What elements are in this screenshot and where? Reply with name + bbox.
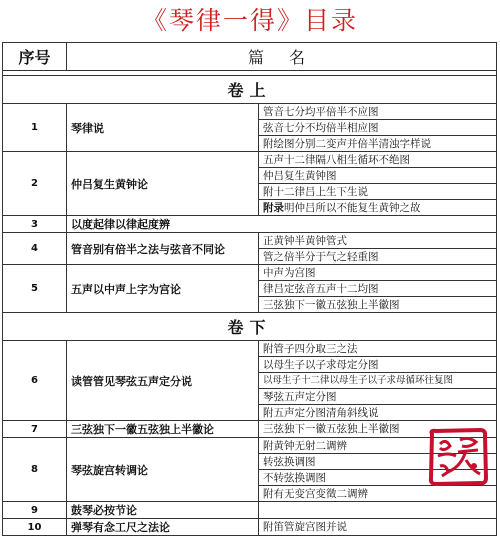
chapter-no: 10 <box>3 519 67 536</box>
sub-item: 三弦独下一徽五弦独上半徽图 <box>259 297 497 313</box>
table-row <box>3 265 497 281</box>
volume-lower-row <box>3 313 497 341</box>
table-row <box>3 104 497 120</box>
sub-item: 附十二律吕上生下生说 <box>259 184 497 200</box>
sub-item: 附黄钟无射二调辨 <box>259 438 497 454</box>
sub-item <box>259 200 497 216</box>
sub-item: 仲吕复生黄钟图 <box>259 168 497 184</box>
chapter-no: 1 <box>3 104 67 152</box>
chapter-no: 8 <box>3 438 67 502</box>
sub-item: 管音七分均平倍半不应图 <box>259 104 497 120</box>
chapter-name: 鼓琴必按节论 <box>67 502 259 519</box>
chapter-name: 琴弦旋宫转调论 <box>67 438 259 502</box>
sub-item: 琴弦五声定分图 <box>259 389 497 405</box>
sub-item: 三弦独下一徽五弦独上半徽图 <box>259 421 497 438</box>
table-row <box>3 341 497 357</box>
sub-item: 附笛管旋宫图并说 <box>259 519 497 536</box>
chapter-name: 读管管见琴弦五声定分说 <box>67 341 259 421</box>
sub-item: 五声十二律隔八相生循环不绝图 <box>259 152 497 168</box>
sub-item: 转弦换调图 <box>259 454 497 470</box>
header-row <box>3 43 497 71</box>
red-seal-logo <box>426 426 490 488</box>
appendix-label: 附录 <box>263 201 284 214</box>
volume-upper: 卷上 <box>3 76 497 104</box>
table-row <box>3 438 497 454</box>
sub-item: 弦音七分不均倍半相应图 <box>259 120 497 136</box>
table-row <box>3 152 497 168</box>
sub-item: 附绘图分别二变声并倍半清浊字样说 <box>259 136 497 152</box>
sub-item: 正黄钟半黄钟管式 <box>259 233 497 249</box>
sub-item: 以母生子十二律以母生子以子求母循环往复图 <box>259 373 497 389</box>
chapter-name: 琴律说 <box>67 104 259 152</box>
contents-table <box>2 42 497 536</box>
chapter-no: 6 <box>3 341 67 421</box>
table-row <box>3 233 497 249</box>
page-title: 《琴律一得》目录 <box>141 6 358 35</box>
chapter-no: 9 <box>3 502 67 519</box>
sub-item-empty <box>259 502 497 519</box>
chapter-name: 五声以中声上字为宫论 <box>67 265 259 313</box>
chapter-name: 仲吕复生黄钟论 <box>67 152 259 216</box>
sub-item: 管之倍半分于气之轻重图 <box>259 249 497 265</box>
chapter-no: 2 <box>3 152 67 216</box>
chapter-no: 5 <box>3 265 67 313</box>
volume-upper-row <box>3 76 497 104</box>
chapter-name: 三弦独下一徽五弦独上半徽论 <box>67 421 259 438</box>
header-name: 篇 名 <box>67 43 497 71</box>
chapter-no: 7 <box>3 421 67 438</box>
sub-item: 附有无变宫变徵二调辨 <box>259 486 497 502</box>
volume-lower: 卷下 <box>3 313 497 341</box>
chapter-name: 以度起律以律起度辨 <box>67 216 497 233</box>
sub-item: 以母生子以子求母定分图 <box>259 357 497 373</box>
sub-item: 不转弦换调图 <box>259 470 497 486</box>
chapter-name: 管音别有倍半之法与弦音不同论 <box>67 233 259 265</box>
table-row <box>3 421 497 438</box>
sub-item: 中声为宫图 <box>259 265 497 281</box>
table-row <box>3 216 497 233</box>
chapter-name: 弹琴有念工尺之法论 <box>67 519 259 536</box>
sub-item-text: 明仲吕所以不能复生黄钟之故 <box>284 201 421 214</box>
sub-item: 附五声定分图清角斜线说 <box>259 405 497 421</box>
header-no: 序号 <box>3 43 67 71</box>
chapter-no: 4 <box>3 233 67 265</box>
table-row <box>3 502 497 519</box>
sub-item: 附管子四分取三之法 <box>259 341 497 357</box>
table-row <box>3 519 497 536</box>
sub-item: 律吕定弦音五声十二均图 <box>259 281 497 297</box>
chapter-no: 3 <box>3 216 67 233</box>
